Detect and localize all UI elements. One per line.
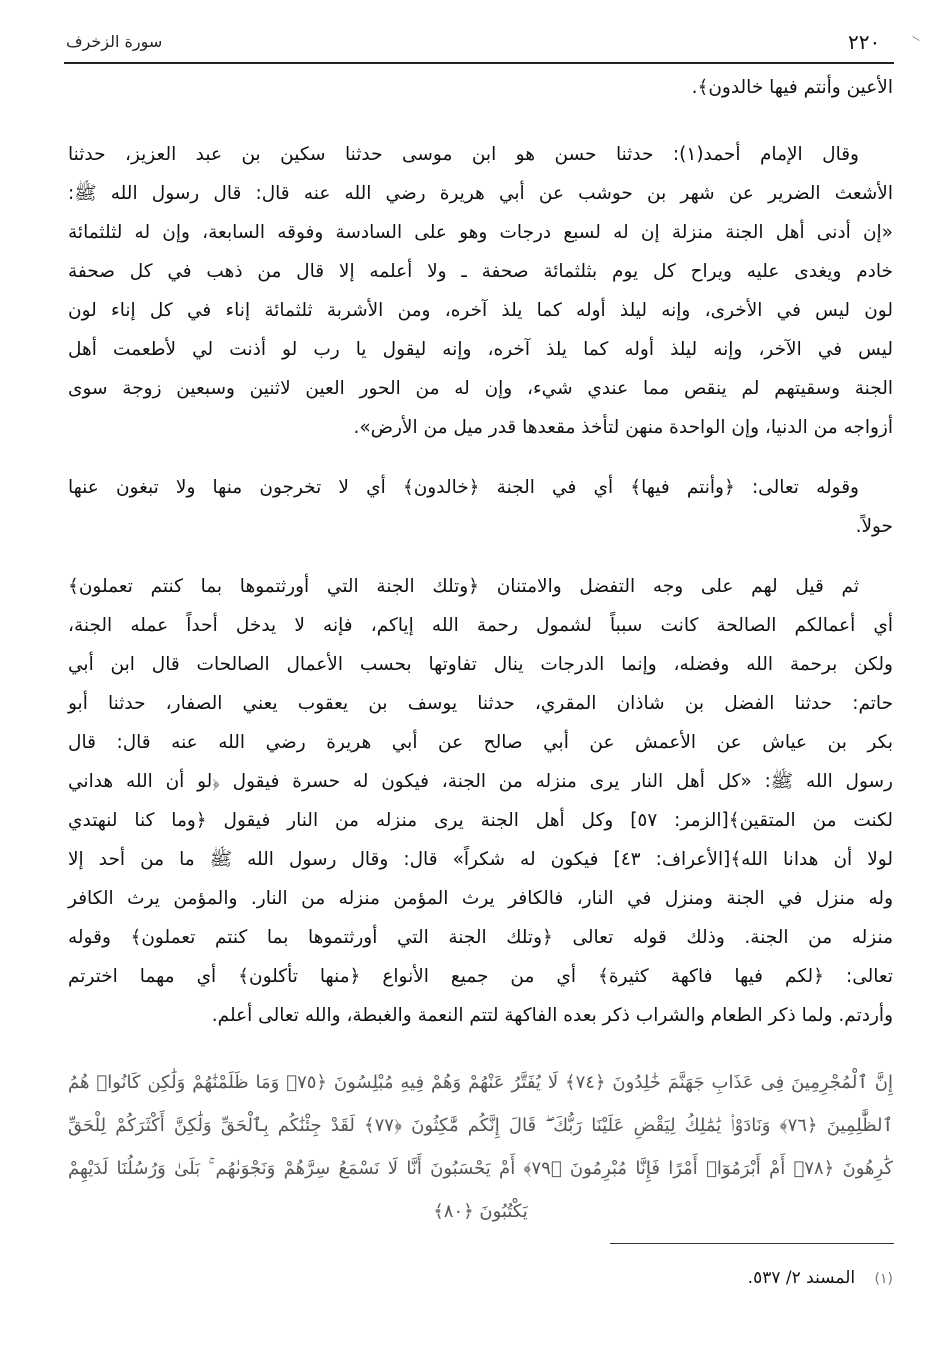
text-line: وأردتم. ولما ذكر الطعام والشراب ذكر بعده الفاكهة لتتم النعمة والغبطة، والله تعالى أعلم. bbox=[211, 1005, 893, 1026]
text-line: أي أعمالكم الصالحة كانت سبباً لشمول رحمة الله إياكم، فإنه لا يدخل أحداً عمله الجنة، bbox=[68, 615, 893, 636]
text-line: لكنت من المتقين﴾[الزمر: ٥٧] وكل أهل الجنة يرى منزله من النار فيقول ﴿وما كنا لنهتدي bbox=[68, 810, 893, 831]
quran-verse-line: إِنَّ ٱلْمُجْرِمِينَ فِى عَذَابِ جَهَنَّمَ خَٰلِدُونَ ﴿٧٤﴾ لَا يُفَتَّرُ عَنْهُمْ وَهُمْ فِيهِ مُبْلِسُونَ ﴿٧٥﴾ وَمَا ظَلَمْنَٰهُمْ وَلَٰكِن كَانُوا۟ هُمُ bbox=[68, 1072, 893, 1093]
text-line: وله منزل في الجنة ومنزل في النار، فالكافر يرث المؤمن منزله من النار. والمؤمن يرث الكافر bbox=[68, 888, 893, 909]
text-line: أزواجه من الدنيا، وإن الواحدة منهن لتأخذ مقعدها قدر ميل من الأرض». bbox=[353, 417, 893, 438]
text-line: ولكن برحمة الله وفضله، وإنما الدرجات ينال تفاوتها بحسب الأعمال الصالحات قال ابن أبي bbox=[68, 654, 893, 675]
text-line: منزله من الجنة. وذلك قوله تعالى ﴿وتلك الجنة التي أورثتموها بما كنتم تعملون﴾ وقوله bbox=[68, 927, 893, 948]
text-line: ليس في الآخر، وإنه ليلذ أوله كما يلذ آخره، وإنه ليقول يا رب لو أذنت لي لأطعمت أهل bbox=[68, 339, 893, 360]
page-number: ٢٢٠ bbox=[848, 30, 881, 54]
text-line: لولا أن هدانا الله﴾[الأعراف: ٤٣] فيكون له شكراً» قال: وقال رسول الله ﷺ ما من أحد إلا bbox=[68, 849, 893, 870]
header-rule bbox=[64, 62, 894, 64]
footnote-rule bbox=[610, 1243, 894, 1244]
quran-verse-line: يَكْتُبُونَ ﴿٨٠﴾ bbox=[433, 1201, 528, 1222]
running-header-surah-title: سورة الزخرف bbox=[66, 32, 163, 51]
text-line: وقوله تعالى: ﴿وأنتم فيها﴾ أي في الجنة ﴿خالدون﴾ أي لا تخرجون منها ولا تبغون عنها bbox=[68, 477, 859, 498]
text-line: خادم ويغدى عليه ويراح كل يوم بثلثمائة صحفة ـ ولا أعلمه إلا قال من ذهب في كل صحفة bbox=[68, 261, 893, 282]
text-line: وقال الإمام أحمد(١): حدثنا حسن هو ابن موسى حدثنا سكين بن عبد العزيز، حدثنا bbox=[68, 144, 859, 165]
text-line: «إن أدنى أهل الجنة منزلة إن له لسبع درجات وهو على السادسة وفوقه السابعة، وإن له لثلثمائة bbox=[68, 222, 893, 243]
text-line: حولاً. bbox=[855, 516, 893, 537]
text-line: الأعين وأنتم فيها خالدون﴾. bbox=[691, 77, 893, 98]
text-line: الجنة وسقيتهم لم ينقص مما عندي شيء، وإن له من الحور العين لاثنين وسبعين زوجة سوى bbox=[68, 378, 893, 399]
footnote-text: المسند ٢/ ٥٣٧. bbox=[747, 1268, 856, 1288]
text-line: بكر بن عياش عن الأعمش عن أبي صالح عن أبي هريرة رضي الله عنه قال: قال bbox=[68, 732, 893, 753]
text-line: لون ليس في الأخرى، وإنه ليلذ أوله كما يلذ آخره، ومن الأشربة ثلثمائة إناء في كل إناء لون bbox=[68, 300, 893, 321]
text-line: رسول الله ﷺ: «كل أهل النار يرى منزله من الجنة، فيكون له حسرة فيقول ﴿لو أن الله هداني bbox=[68, 771, 893, 792]
quran-verse-line: ٱلظَّٰلِمِينَ ﴿٧٦﴾ وَنَادَوْا۟ يَٰمَٰلِكُ لِيَقْضِ عَلَيْنَا رَبُّكَ ۖ قَالَ إِنَّكُم مَّٰكِثُونَ ﴿٧٧﴾ لَقَدْ جِئْنَٰكُم بِٱلْحَقِّ وَلَٰكِنَّ أَكْثَرَكُمْ لِلْحَقِّ bbox=[68, 1115, 893, 1136]
text-line: الأشعث الضرير عن شهر بن حوشب عن أبي هريرة رضي الله عنه قال: قال رسول الله ﷺ: bbox=[68, 183, 893, 204]
footnote-number: (١) bbox=[874, 1271, 893, 1287]
text-line: تعالى: ﴿لكم فيها فاكهة كثيرة﴾ أي من جميع الأنواع ﴿منها تأكلون﴾ أي مهما اخترتم bbox=[68, 966, 893, 987]
text-line: حاتم: حدثنا الفضل بن شاذان المقري، حدثنا يوسف بن يعقوب يعني الصفار، حدثنا أبو bbox=[68, 693, 893, 714]
quran-verse-line: كَٰرِهُونَ ﴿٧٨﴾ أَمْ أَبْرَمُوٓا۟ أَمْرًا فَإِنَّا مُبْرِمُونَ ﴿٧٩﴾ أَمْ يَحْسَبُونَ أَنَّا لَا نَسْمَعُ سِرَّهُمْ وَنَجْوَىٰهُم ۚ بَلَىٰ وَرُسُلُنَا لَدَيْهِمْ bbox=[68, 1158, 894, 1179]
text-line: ثم قيل لهم على وجه التفضل والامتنان ﴿وتلك الجنة التي أورثتموها بما كنتم تعملون﴾ bbox=[68, 576, 859, 597]
scan-mark bbox=[912, 36, 919, 41]
footnote bbox=[600, 1268, 893, 1288]
